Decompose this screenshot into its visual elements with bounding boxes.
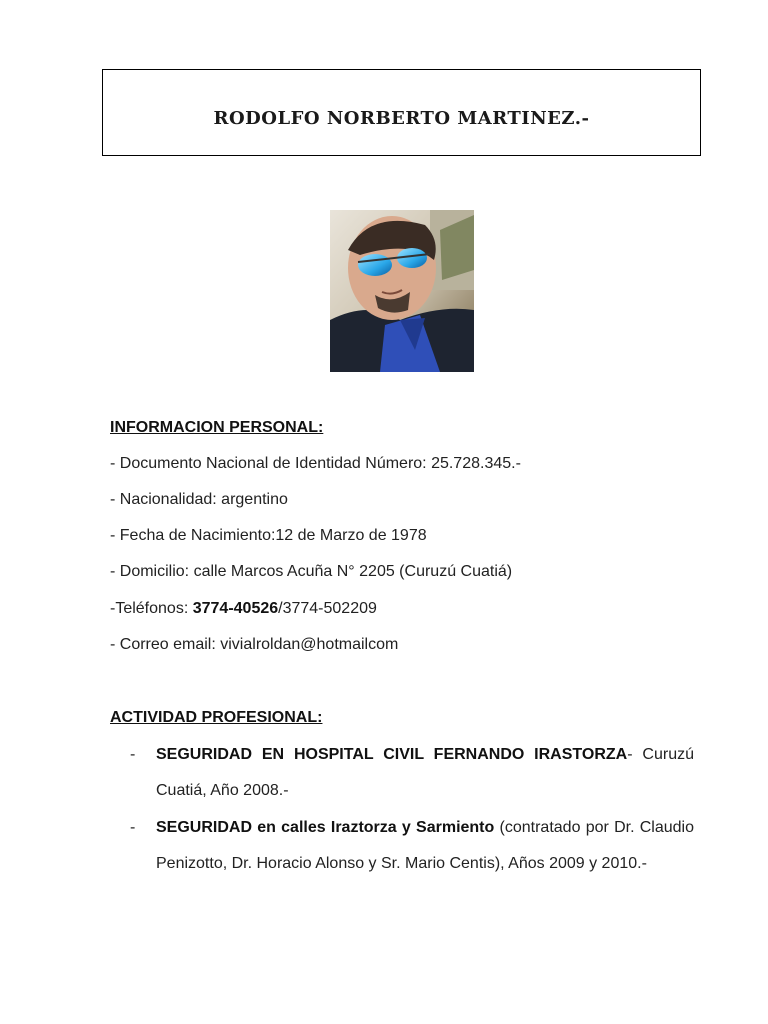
- phone-main: 3774-40526: [192, 600, 279, 617]
- profile-photo: [330, 210, 474, 372]
- name-header-box: [102, 69, 701, 156]
- birthdate-line: - Fecha de Nacimiento:12 de Marzo de 1978: [110, 527, 427, 544]
- phones-line: [110, 600, 377, 618]
- cv-name-title: RODOLFO NORBERTO MARTINEZ.-: [213, 108, 590, 129]
- phones-label: -Teléfonos:: [110, 600, 193, 617]
- job-title: SEGURIDAD EN HOSPITAL CIVIL FERNANDO IRASTORZA: [156, 746, 628, 763]
- job-details: - Curuzú Cuatiá, Año 2008.-: [156, 746, 694, 799]
- list-item-dash: -: [130, 746, 136, 763]
- phone-other: /3774-502209: [278, 600, 377, 617]
- job-title: SEGURIDAD en calles Iraztorza y Sarmiento: [156, 819, 495, 836]
- list-item-job-streets: [156, 810, 694, 882]
- personal-info-heading: INFORMACION PERSONAL:: [110, 419, 324, 436]
- list-item-job-hospital: [156, 737, 694, 809]
- nationality-line: - Nacionalidad: argentino: [110, 491, 288, 508]
- professional-activity-heading: ACTIVIDAD PROFESIONAL:: [110, 709, 323, 726]
- list-item-dash: -: [130, 819, 136, 836]
- email-line: - Correo email: vivialroldan@hotmailcom: [110, 636, 399, 653]
- job-details: (contratado por Dr. Claudio Penizotto, Dr. Horacio Alonso y Sr. Mario Centis), Años 2009 y 2010.-: [156, 819, 695, 872]
- dni-line: - Documento Nacional de Identidad Número: 25.728.345.-: [110, 455, 521, 472]
- address-line: - Domicilio: calle Marcos Acuña N° 2205 (Curuzú Cuatiá): [110, 563, 513, 580]
